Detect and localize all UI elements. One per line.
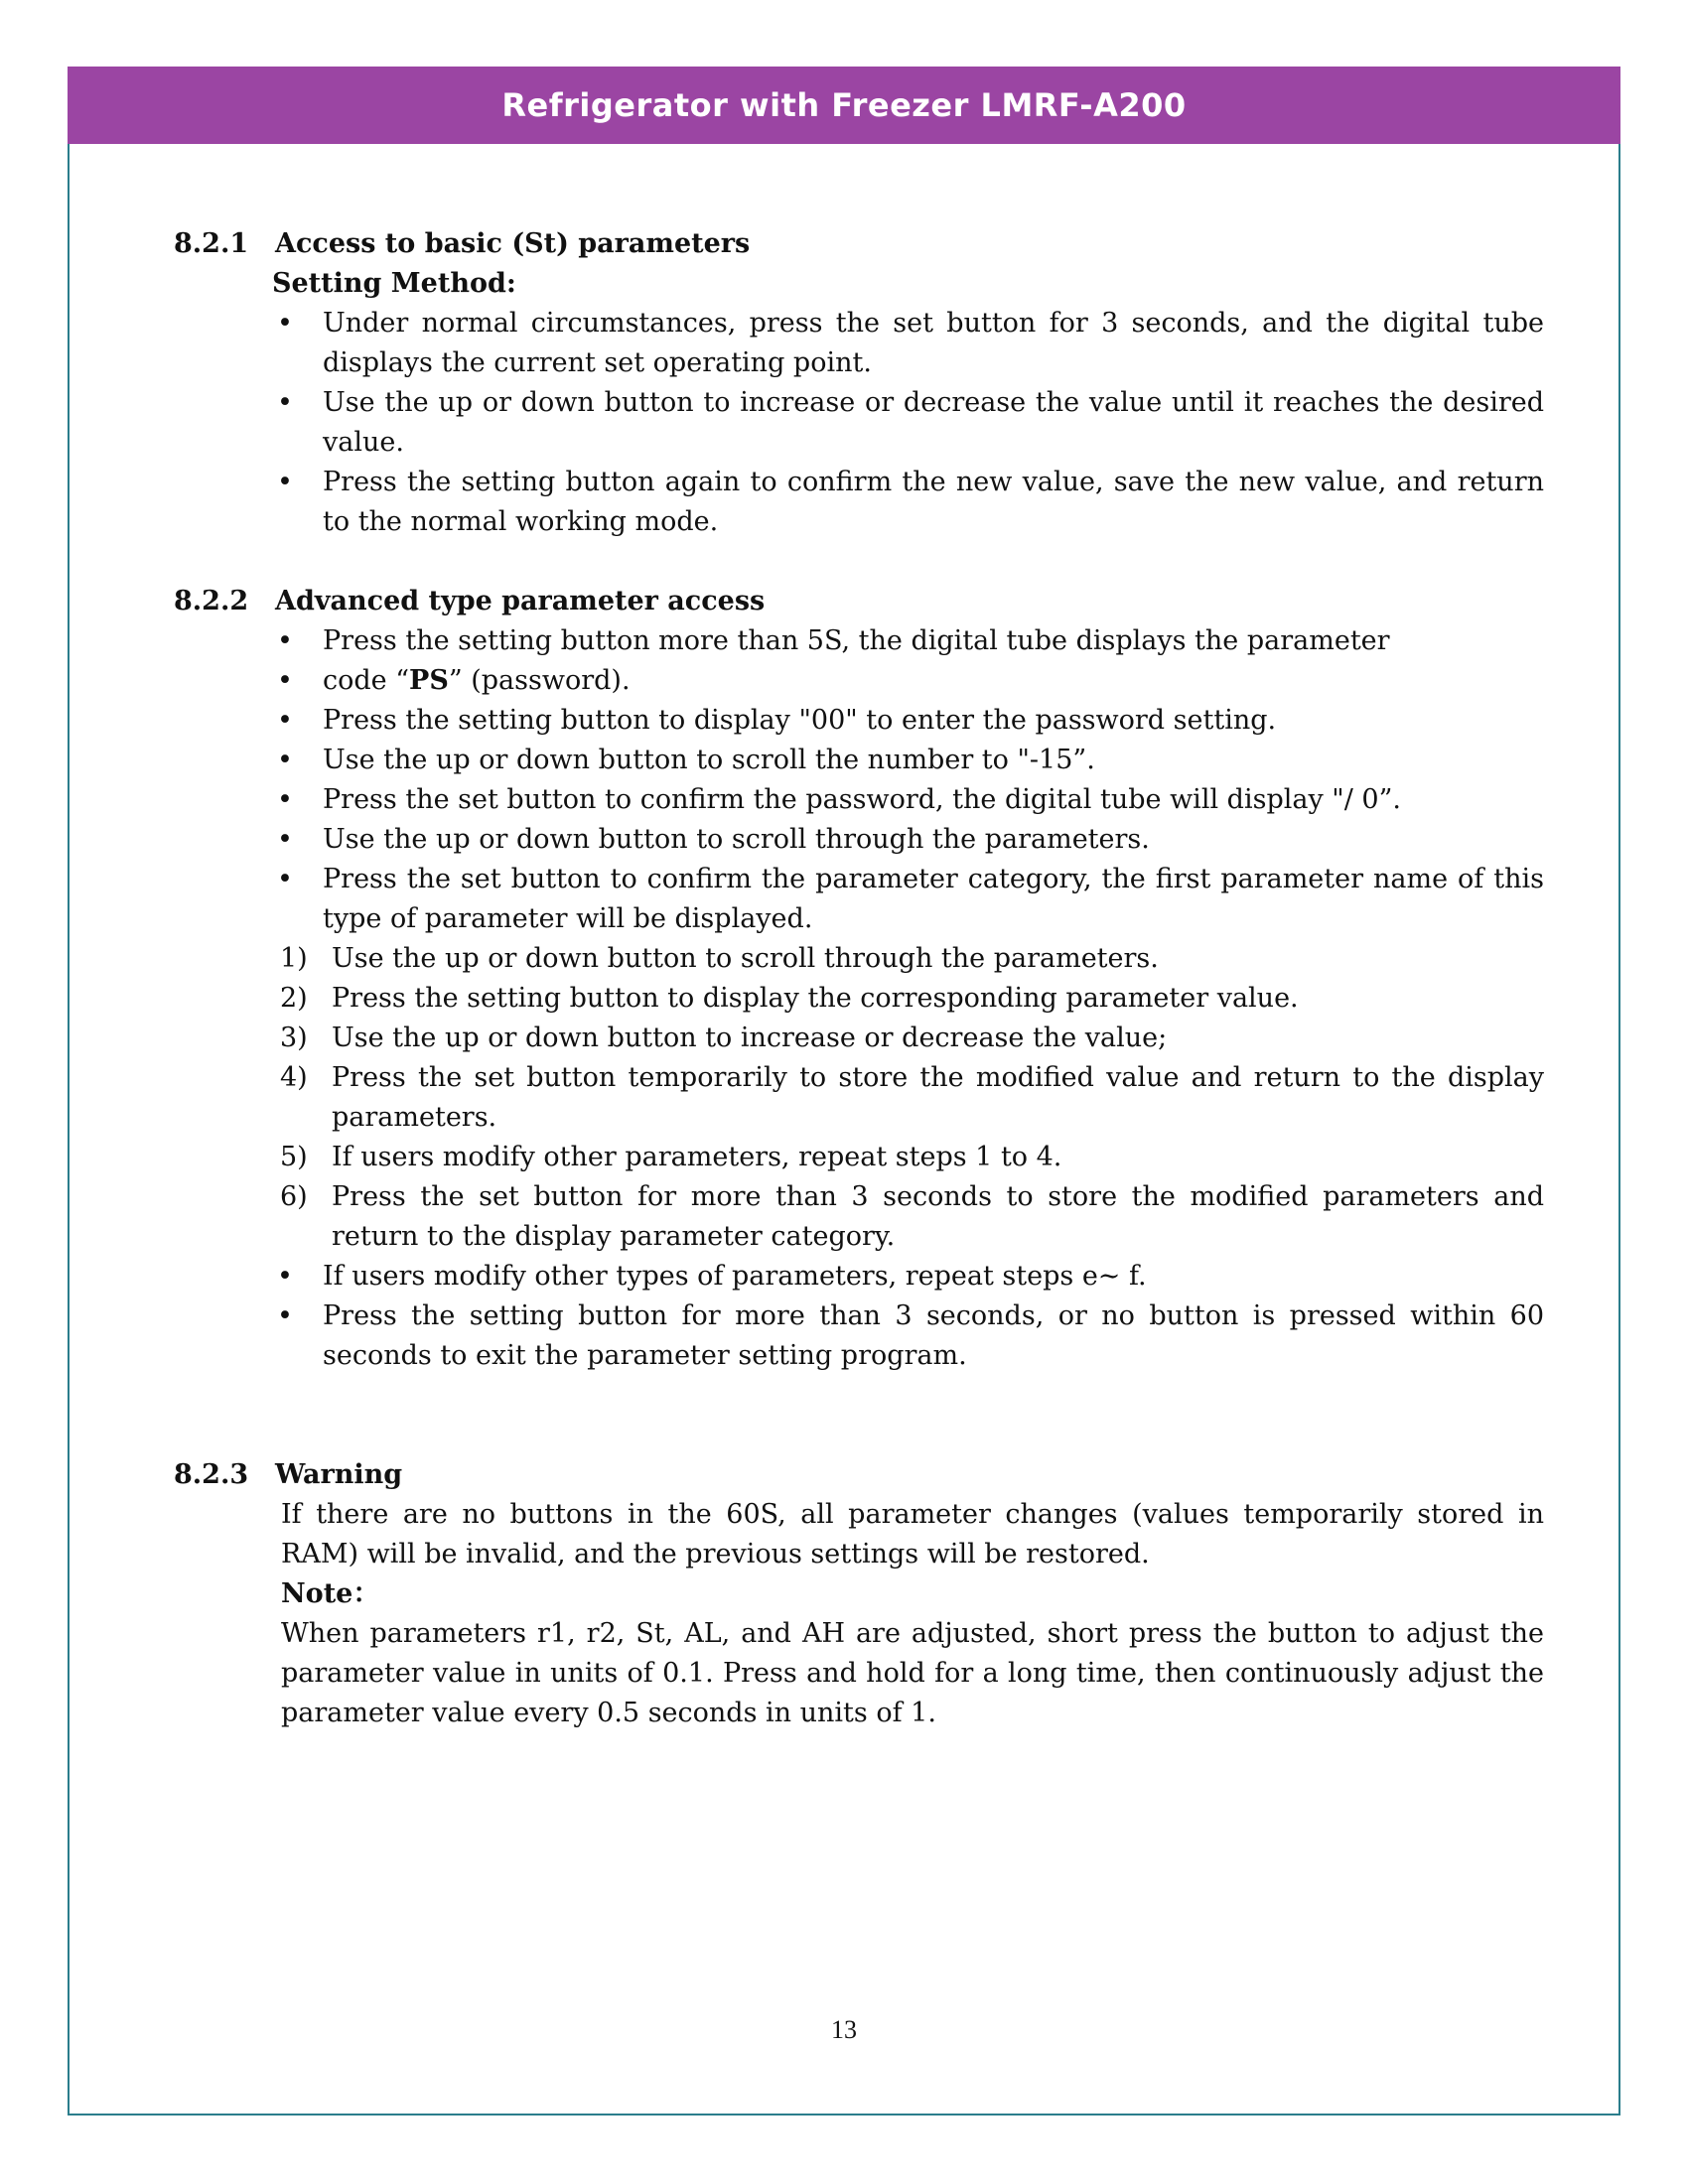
section-title: Access to basic (St) parameters: [275, 228, 751, 259]
header-banner: [68, 67, 1620, 144]
list-item: • Use the up or down button to increase or decrease the value until it reaches the desired value.: [323, 383, 1544, 463]
list-item: • If users modify other types of parameters, repeat steps e∼ f.: [323, 1257, 1544, 1297]
step-number: 6): [280, 1181, 308, 1212]
step-number: 3): [280, 1023, 308, 1053]
advanced-steps-list: [174, 939, 1544, 1257]
note-paragraph: When parameters r1, r2, St, AL, and AH are adjusted, short press the button to adjust the parameter value in units of 0.1. Press and hold for a long time, then continuously adjust the parameter value every 0.5 seconds in units of 1.: [281, 1618, 1544, 1728]
list-item: • Press the setting button more than 5S, the digital tube displays the parameter: [323, 621, 1544, 661]
advanced-params-list-end: [174, 1257, 1544, 1376]
list-item: • Under normal circumstances, press the set button for 3 seconds, and the digital tube displays the current set operating point.: [323, 304, 1544, 383]
section-number: 8.2.3: [174, 1459, 249, 1490]
step-text: Use the up or down button to scroll through the parameters.: [332, 943, 1159, 974]
list-item: • Press the setting button to display "00" to enter the password setting.: [323, 701, 1544, 741]
warning-paragraph: If there are no buttons in the 60S, all parameter changes (values temporarily stored in RAM) will be invalid, and the previous settings will be restored.: [281, 1499, 1544, 1570]
step-item: [280, 1138, 1544, 1177]
text-span: ” (password).: [448, 665, 631, 696]
step-item: [280, 939, 1544, 979]
step-item: [280, 979, 1544, 1019]
section-number: 8.2.2: [174, 586, 249, 616]
list-item: • Press the set button to confirm the password, the digital tube will display "/ 0”.: [323, 780, 1544, 820]
step-number: 2): [280, 983, 308, 1014]
header-title: Refrigerator with Freezer LMRF-A200: [501, 86, 1187, 124]
step-text: Use the up or down button to increase or decrease the value;: [332, 1023, 1168, 1053]
section-title: Warning: [275, 1459, 403, 1490]
advanced-params-list: [174, 621, 1544, 939]
step-number: 5): [280, 1142, 308, 1172]
note-label: Note：: [281, 1578, 380, 1609]
list-item: • Press the set button to confirm the parameter category, the first parameter name of this type of parameter will be displayed.: [323, 860, 1544, 939]
list-item-password-code: [323, 661, 1544, 701]
step-text: Press the setting button to display the corresponding parameter value.: [332, 983, 1299, 1014]
section-heading-8-2-2: [174, 582, 1544, 621]
step-text: Press the set button temporarily to store the modified value and return to the display parameters.: [332, 1062, 1544, 1133]
section-heading-8-2-3: [174, 1455, 1544, 1495]
step-text: If users modify other parameters, repeat steps 1 to 4.: [332, 1142, 1062, 1172]
list-item: • Press the setting button again to confirm the new value, save the new value, and return to the normal working mode.: [323, 463, 1544, 542]
page-content: [174, 224, 1544, 1733]
text-span: code “: [323, 665, 410, 696]
step-item: [280, 1019, 1544, 1058]
list-item: • Use the up or down button to scroll through the parameters.: [323, 820, 1544, 860]
step-text: Press the set button for more than 3 seconds to store the modified parameters and return to the display parameter category.: [332, 1181, 1544, 1252]
basic-params-list: [174, 304, 1544, 542]
ps-code: PS: [409, 665, 449, 696]
section-title: Advanced type parameter access: [275, 586, 766, 616]
section-heading-8-2-1: [174, 224, 1544, 264]
step-number: 4): [280, 1062, 308, 1093]
page-number: 13: [831, 2015, 857, 2044]
step-number: 1): [280, 943, 308, 974]
step-item: [280, 1177, 1544, 1257]
setting-method-heading: Setting Method:: [272, 268, 516, 299]
list-item: • Use the up or down button to scroll the number to "-15”.: [323, 741, 1544, 780]
list-item: • Press the setting button for more than 3 seconds, or no button is pressed within 60 seconds to exit the parameter setting program.: [323, 1297, 1544, 1376]
section-number: 8.2.1: [174, 228, 249, 259]
step-item: [280, 1058, 1544, 1138]
